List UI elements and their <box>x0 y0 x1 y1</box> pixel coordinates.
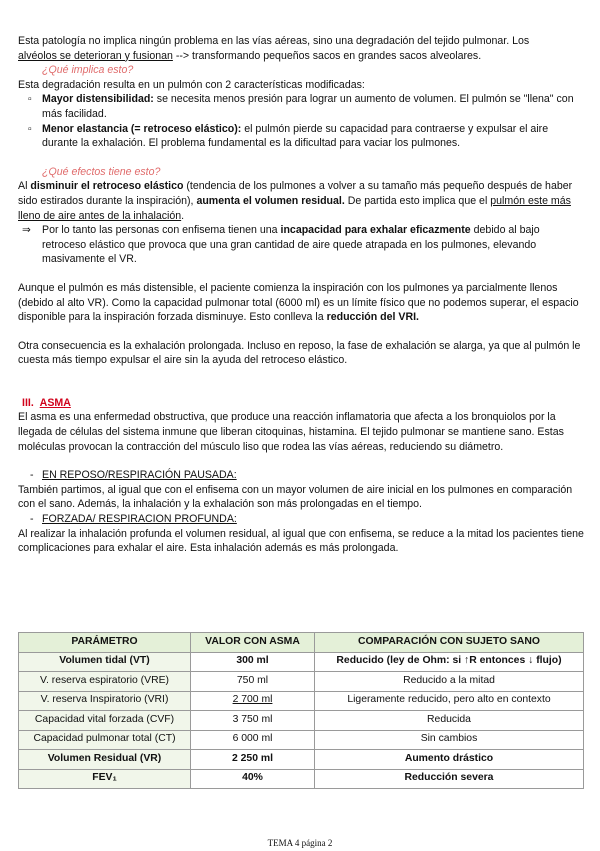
header-valor: VALOR CON ASMA <box>191 633 315 653</box>
intro-rest: --> transformando pequeños sacos en grandes sacos alveolares. <box>172 49 482 62</box>
q2-paragraph: Al disminuir el retroceso elástico (tendencia de los pulmones a volver a su tamaño más pequeño después de haber sido estirados durante la inspiración), aumenta el volumen residual. De partida esto implica que el pulmón este más lleno de aire antes de la inhalación. <box>18 180 573 222</box>
table-row: V. reserva espiratorio (VRE) 750 ml Reducido a la mitad <box>19 672 584 692</box>
table-row: FEV₁ 40% Reducción severa <box>19 769 584 789</box>
document-body <box>18 34 584 556</box>
reposo-paragraph: También partimos, al igual que con el enfisema con un mayor volumen de aire inicial en los pulmones en comparación con el sano. Además, la inhalación y la exhalación son más prolongadas en el tiempo. <box>18 483 573 511</box>
table-row: Capacidad pulmonar total (CT) 6 000 ml Sin cambios <box>19 730 584 750</box>
intro-paragraph <box>18 34 584 63</box>
subheading-forzada: - FORZADA/ RESPIRACION PROFUNDA: <box>30 513 237 526</box>
arrow-paragraph: ⇒ Por lo tanto las personas con enfisema tienen una incapacidad para exhalar eficazmente debido al bajo retroceso elástico que provoca que una gran cantidad de aire quede atrapada en los pulmones, elevando masivamente el VR. <box>22 224 540 266</box>
intro-underline: alvéolos se deterioran y fusionan <box>18 49 173 62</box>
header-comparacion: COMPARACIÓN CON SUJETO SANO <box>315 633 584 653</box>
table-row: V. reserva Inspiratorio (VRI) 2 700 ml Ligeramente reducido, pero alto en contexto <box>19 691 584 711</box>
exhalation-paragraph: Otra consecuencia es la exhalación prolongada. Incluso en reposo, la fase de exhalación se alarga, ya que al pulmón le cuesta más tiempo expulsar el aire sin la ayuda del retroceso elástico. <box>18 339 581 367</box>
asma-paragraph: El asma es una enfermedad obstructiva, que produce una reacción inflamatoria que afecta a los bronquiolos por la llegada de células del sistema inmune que liberan citoquinas, histamina. El tejido pulmonar se mantiene sano. Estas moléculas provocan la contracción del músculo liso que rodea las vías aéreas, reduciendo su diámetro. <box>18 411 564 453</box>
square-bullet-icon: ▫ <box>28 93 32 106</box>
table-row: Volumen tidal (VT) 300 ml Reducido (ley de Ohm: si ↑R entonces ↓ flujo) <box>19 652 584 672</box>
bullet-elastancia: ▫ Menor elastancia (= retroceso elástico): el pulmón pierde su capacidad para contraerse y expulsar el aire durante la exhalación. El problema fundamental es la dificultad para vaciar los pulmones. <box>28 122 549 150</box>
header-parametro: PARÁMETRO <box>19 633 191 653</box>
question-heading-2: ¿Qué efectos tiene esto? <box>42 165 161 178</box>
table-row: Capacidad vital forzada (CVF) 3 750 ml Reducida <box>19 711 584 731</box>
section-heading-asma: III. ASMA <box>22 396 71 409</box>
parameters-table <box>18 632 584 789</box>
subheading-reposo: - EN REPOSO/RESPIRACIÓN PAUSADA: <box>30 469 237 482</box>
bullet-distensibilidad: ▫ Mayor distensibilidad: se necesita menos presión para lograr un aumento de volumen. El pulmón se "llena" con más facilidad. <box>28 93 574 120</box>
page-footer: TEMA 4 página 2 <box>267 838 333 848</box>
square-bullet-icon: ▫ <box>28 122 32 135</box>
vri-paragraph: Aunque el pulmón es más distensible, el paciente comienza la inspiración con los pulmones ya parcialmente llenos (debido al alto VR). Como la capacidad pulmonar total (6000 ml) es un límite físico que no podemos superar, el espacio disponible para la inspiración forzada disminuye. Esto conlleva la reducción del VRI. <box>18 281 579 324</box>
table-header-row <box>19 633 584 653</box>
intro-line: Esta patología no implica ningún problema en las vías aéreas, sino una degradación del tejido pulmonar. Los <box>18 35 530 47</box>
question-heading-1: ¿Qué implica esto? <box>42 64 134 77</box>
q1-lead: Esta degradación resulta en un pulmón con 2 características modificadas: <box>18 78 365 91</box>
table-row: Volumen Residual (VR) 2 250 ml Aumento drástico <box>19 750 584 770</box>
implies-arrow-icon: ⇒ <box>22 224 31 237</box>
forzada-paragraph: Al realizar la inhalación profunda el volumen residual, al igual que con enfisema, se reduce a la mitad los pacientes tiene complicaciones para exhalar el aire. Esta inhalación además es más prolongada. <box>18 527 584 555</box>
